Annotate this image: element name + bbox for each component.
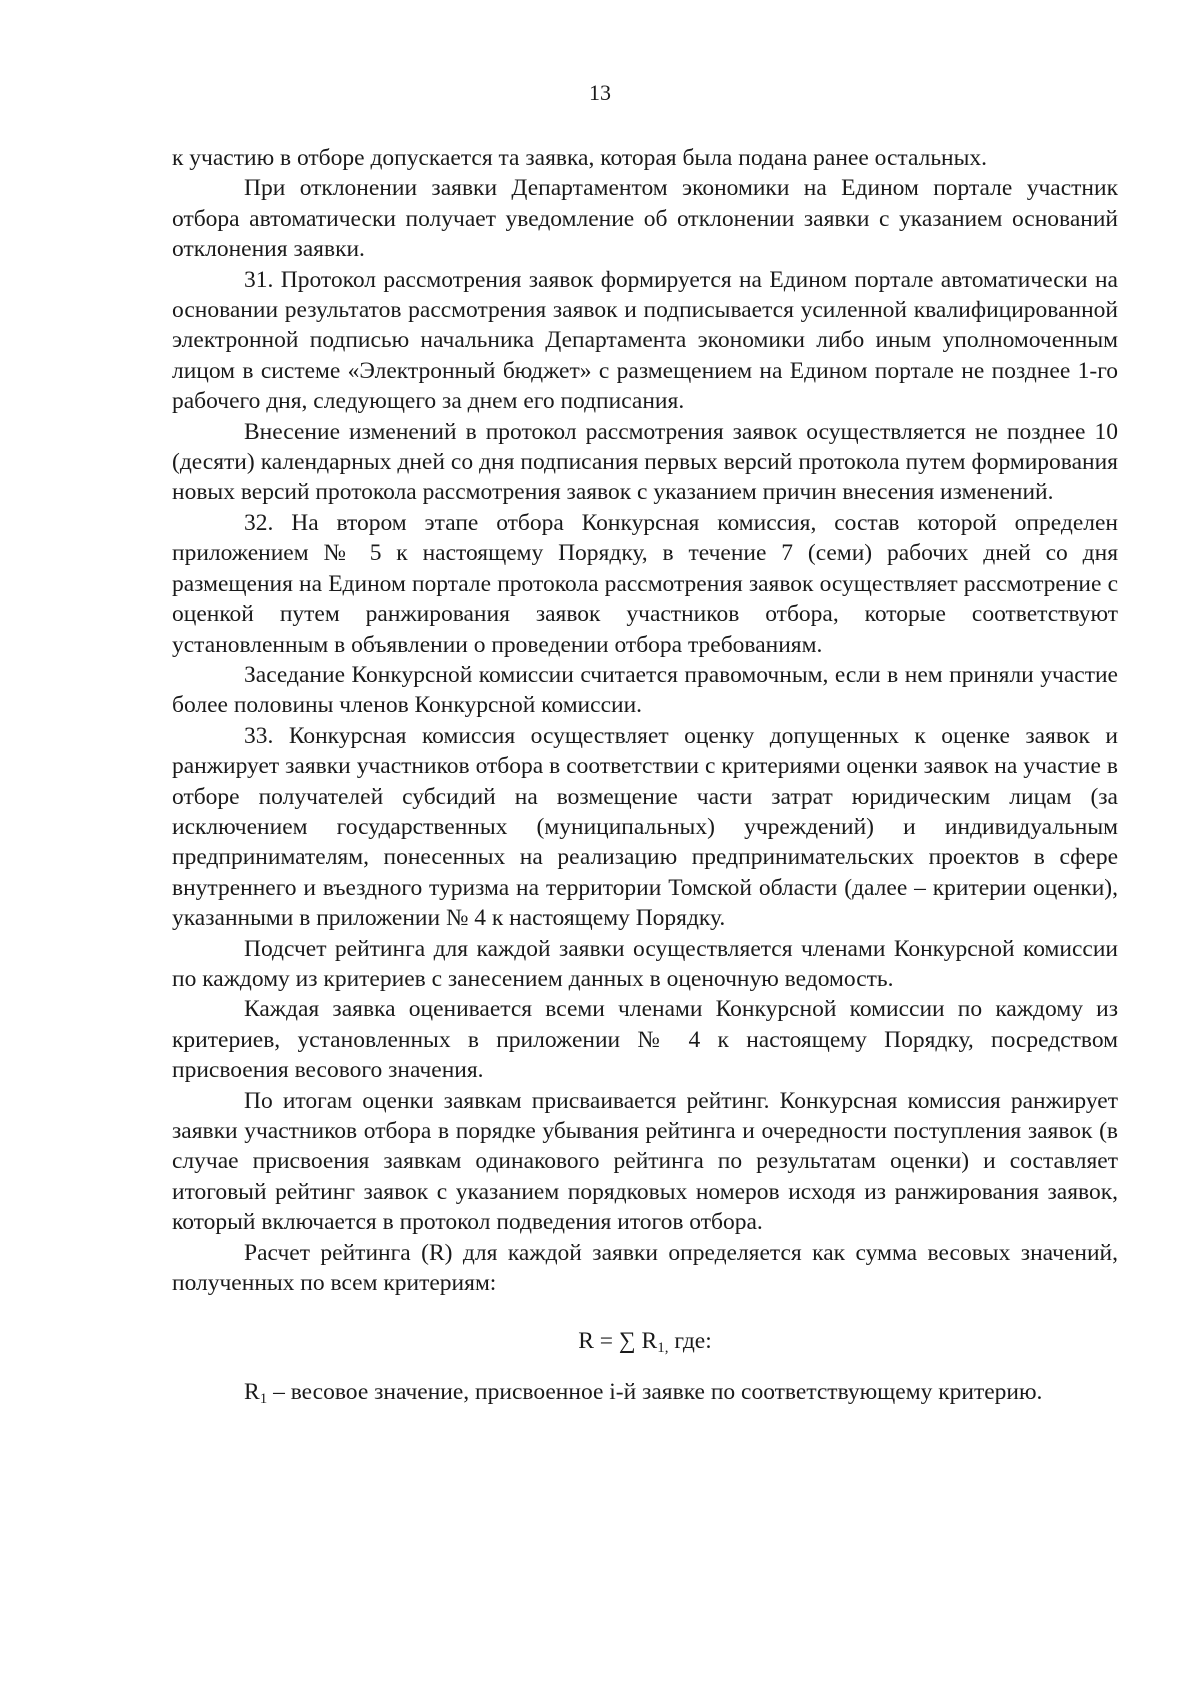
formula-definition (172, 1377, 1118, 1407)
page-number: 13 (589, 80, 611, 105)
paragraph: к участию в отборе допускается та заявка, которая была подана ранее остальных. (172, 145, 988, 171)
paragraph: Заседание Конкурсной комиссии считается правомочным, если в нем приняли участие более половины членов Конкурсной комиссии. (172, 661, 1118, 719)
paragraph: По итогам оценки заявкам присваивается рейтинг. Конкурсная комиссия ранжирует заявки участников отбора в порядке убывания рейтинга и очередности поступления заявок (в случае присвоения заявкам одинакового рейтинга по результатам оценки) и составляет итоговый рейтинг заявок с указанием порядковых номеров исходя из ранжирования заявок, который включается в протокол подведения итогов отбора. (172, 1087, 1118, 1236)
definition-symbol: R (244, 1378, 260, 1405)
paragraph: Каждая заявка оценивается всеми членами Конкурсной комиссии по каждому из критериев, установленных в приложении № 4 к настоящему Порядку, посредством присвоения весового значения. (172, 996, 1118, 1084)
formula-rhs: где: (668, 1328, 712, 1355)
paragraph: Подсчет рейтинга для каждой заявки осуществляется членами Конкурсной комиссии по каждому из критериев с занесением данных в оценочную ведомость. (172, 935, 1118, 992)
paragraph-32: 32. На втором этапе отбора Конкурсная комиссия, состав которой определен приложением № 5 к настоящему Порядку, в течение 7 (семи) рабочих дней со дня размещения на Едином портале протокола рассмотрения заявок осуществляет рассмотрение с оценкой путем ранжирования заявок участников отбора, которые соответствуют установленным в объявлении о проведении отбора требованиям. (172, 509, 1118, 658)
document-body (172, 143, 1118, 1407)
paragraph: Расчет рейтинга (R) для каждой заявки определяется как сумма весовых значений, полученных по всем критериям: (172, 1239, 1118, 1297)
rating-formula (172, 1326, 1118, 1356)
formula-lhs: R = ∑ R (578, 1328, 658, 1355)
paragraph: Внесение изменений в протокол рассмотрения заявок осуществляется не позднее 10 (десяти) календарных дней со дня подписания первых версий протокола путем формирования новых версий протокола рассмотрения заявок с указанием причин внесения изменений. (172, 418, 1118, 506)
paragraph-31: 31. Протокол рассмотрения заявок формируется на Едином портале автоматически на основании результатов рассмотрения заявок и подписывается усиленной квалифицированной электронной подписью начальника Департамента экономики либо иным уполномоченным лицом в системе «Электронный бюджет» с размещением на Едином портале не позднее 1-го рабочего дня, следующего за днем его подписания. (172, 266, 1118, 415)
definition-text: – весовое значение, присвоенное i-й заявке по соответствующему критерию. (267, 1378, 1043, 1405)
formula-subscript: 1, (657, 1340, 669, 1357)
paragraph-33: 33. Конкурсная комиссия осуществляет оценку допущенных к оценке заявок и ранжирует заявки участников отбора в соответствии с критериями оценки заявок на участие в отборе получателей субсидий на возмещение части затрат юридическим лицам (за исключением государственных (муниципальных) учреждений) и индивидуальным предпринимателям, понесенных на реализацию предпринимательских проектов в сфере внутреннего и въездного туризма на территории Томской области (далее – критерии оценки), указанными в приложении № 4 к настоящему Порядку. (172, 722, 1118, 932)
paragraph: При отклонении заявки Департаментом экономики на Едином портале участник отбора автоматически получает уведомление об отклонении заявки с указанием оснований отклонения заявки. (172, 175, 1118, 263)
definition-subscript: 1 (259, 1390, 268, 1407)
